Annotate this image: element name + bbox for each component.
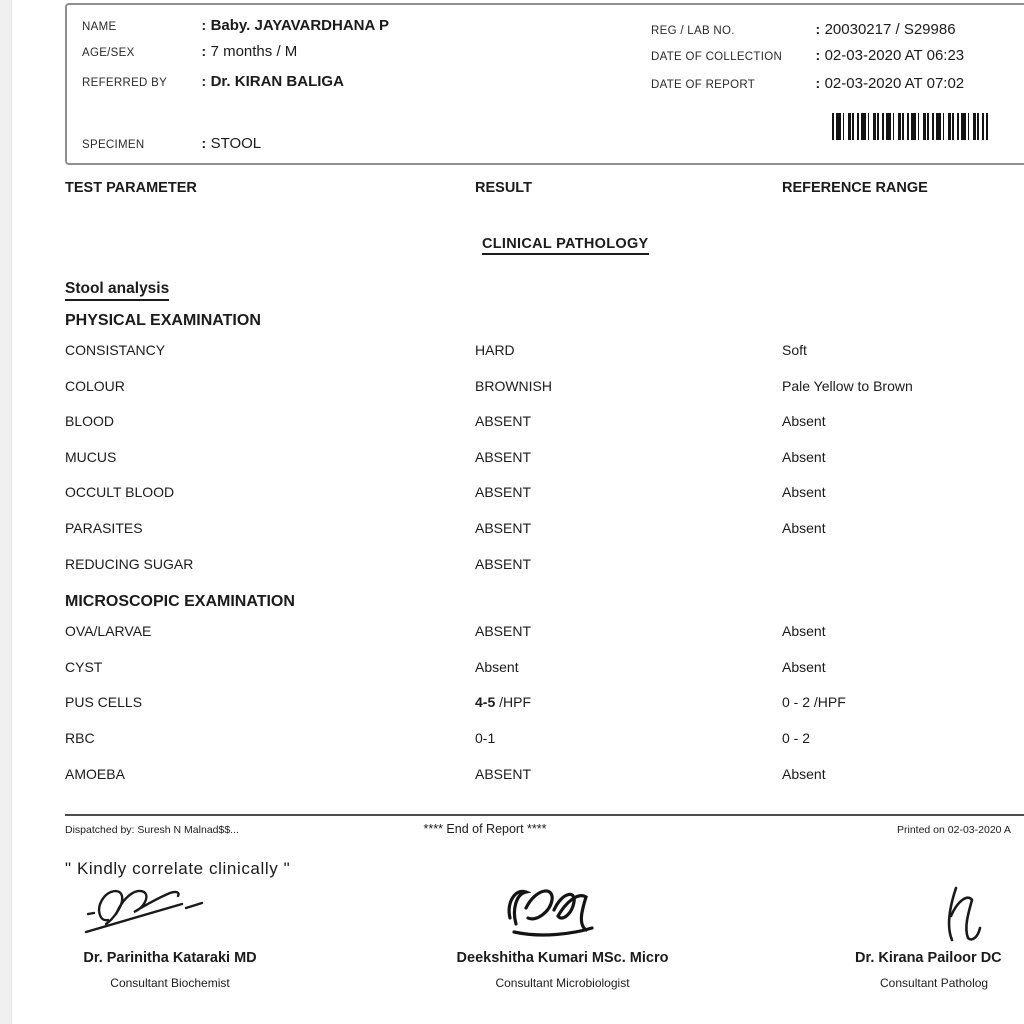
field-label: DATE OF COLLECTION <box>651 51 783 63</box>
signatory-title: Consultant Microbiologist <box>495 976 630 990</box>
cell-reference: 0 - 2 /HPF <box>782 694 846 711</box>
field-reg-lab-no <box>651 21 956 39</box>
cell-parameter: AMOEBA <box>65 765 125 782</box>
field-date-of-report <box>651 75 964 93</box>
cell-reference: Pale Yellow to Brown <box>782 377 913 394</box>
cell-parameter: CONSISTANCY <box>65 342 166 358</box>
age-sex-value: 7 months / M <box>210 43 298 60</box>
signatory-title: Consultant Patholog <box>880 976 989 990</box>
cell-result: ABSENT <box>475 519 532 536</box>
cell-result: ABSENT <box>475 484 532 501</box>
signatory-name: Deekshitha Kumari MSc. Micro <box>456 950 669 966</box>
section-heading: PHYSICAL EXAMINATION <box>65 312 261 329</box>
field-label: REFERRED BY <box>82 77 168 89</box>
cell-reference: 0 - 2 <box>782 729 811 746</box>
field-label: REG / LAB NO. <box>651 25 735 37</box>
department-title: CLINICAL PATHOLOGY <box>482 236 649 255</box>
table-row <box>65 376 1024 412</box>
cell-parameter: RBC <box>65 729 95 746</box>
cell-parameter: COLOUR <box>65 377 125 394</box>
field-label: SPECIMEN <box>82 139 145 151</box>
signature-icon <box>78 880 228 940</box>
table-row <box>65 621 1024 657</box>
column-header-result: RESULT <box>475 180 532 196</box>
field-referred-by <box>82 73 344 91</box>
cell-parameter: BLOOD <box>65 413 115 430</box>
field-colon: : <box>201 17 207 33</box>
cell-reference <box>782 556 1024 590</box>
date-of-collection-value: 02-03-2020 AT 06:23 <box>824 47 965 64</box>
table-column-headers <box>65 180 1024 196</box>
table-row <box>65 411 1024 447</box>
cell-result: BROWNISH <box>475 377 552 394</box>
cell-parameter: PARASITES <box>65 519 143 536</box>
table-row <box>65 482 1024 518</box>
cell-result: HARD <box>475 342 515 358</box>
page-edge-strip <box>0 0 12 1024</box>
cell-result: ABSENT <box>475 765 532 782</box>
column-header-test-parameter: TEST PARAMETER <box>65 180 197 196</box>
cell-reference: Absent <box>782 484 826 501</box>
table-row <box>65 340 1024 376</box>
signature-icon <box>932 880 992 948</box>
cell-result: 4-5 /HPF <box>475 694 532 711</box>
field-label: NAME <box>82 21 117 33</box>
field-colon: : <box>815 75 821 91</box>
cell-result: ABSENT <box>475 555 532 572</box>
reg-lab-no-value: 20030217 / S29986 <box>824 21 956 38</box>
barcode-icon <box>832 113 988 140</box>
cell-reference: Absent <box>782 658 826 675</box>
column-header-reference-range: REFERENCE RANGE <box>782 180 928 196</box>
cell-reference: Absent <box>782 519 826 536</box>
table-row <box>65 764 1024 800</box>
referred-by-value: Dr. KIRAN BALIGA <box>210 73 344 90</box>
cell-result: ABSENT <box>475 448 532 465</box>
end-of-report-text: **** End of Report **** <box>423 822 547 836</box>
field-colon: : <box>815 21 821 37</box>
field-colon: : <box>201 135 207 151</box>
signatory-title: Consultant Biochemist <box>110 976 230 990</box>
results-table-body <box>65 310 1024 799</box>
field-label: AGE/SEX <box>82 47 135 59</box>
patient-info-box <box>65 3 1024 165</box>
field-name <box>82 17 389 35</box>
cell-parameter: REDUCING SUGAR <box>65 555 194 572</box>
table-row <box>65 554 1024 590</box>
cell-result: Absent <box>475 658 519 675</box>
table-row <box>65 447 1024 483</box>
field-age-sex <box>82 43 297 61</box>
signatory-name: Dr. Parinitha Kataraki MD <box>83 950 257 966</box>
cell-result: ABSENT <box>475 623 532 640</box>
table-row <box>65 692 1024 728</box>
footer-divider <box>65 814 1024 816</box>
field-date-of-collection <box>651 47 964 65</box>
cell-reference: Absent <box>782 448 826 465</box>
cell-parameter: CYST <box>65 658 103 675</box>
test-group-title: Stool analysis <box>65 280 169 301</box>
cell-reference: Absent <box>782 765 826 782</box>
table-row <box>65 657 1024 693</box>
cell-result: ABSENT <box>475 413 532 430</box>
signatory-name: Dr. Kirana Pailoor DC <box>855 950 1002 966</box>
date-of-report-value: 02-03-2020 AT 07:02 <box>824 75 965 92</box>
cell-parameter: PUS CELLS <box>65 694 143 711</box>
cell-parameter: OVA/LARVAE <box>65 623 152 640</box>
cell-result: 0-1 <box>475 729 496 746</box>
printed-on-text: Printed on 02-03-2020 A <box>897 824 1011 836</box>
cell-parameter: MUCUS <box>65 448 117 465</box>
cell-reference: Soft <box>782 342 807 358</box>
cell-parameter: OCCULT BLOOD <box>65 484 175 501</box>
clinical-note-text: " Kindly correlate clinically " <box>65 859 291 878</box>
field-colon: : <box>815 47 821 63</box>
table-row <box>65 728 1024 764</box>
field-label: DATE OF REPORT <box>651 79 756 91</box>
field-colon: : <box>201 43 207 59</box>
table-row <box>65 518 1024 554</box>
section-heading: MICROSCOPIC EXAMINATION <box>65 593 295 611</box>
dispatched-by-text: Dispatched by: Suresh N Malnad$$... <box>65 824 239 836</box>
specimen-value: STOOL <box>210 135 262 152</box>
signature-icon <box>492 882 620 942</box>
field-colon: : <box>201 73 207 89</box>
patient-name-value: Baby. JAYAVARDHANA P <box>210 17 389 34</box>
cell-reference: Absent <box>782 413 826 430</box>
cell-reference: Absent <box>782 623 826 640</box>
field-specimen <box>82 135 261 153</box>
